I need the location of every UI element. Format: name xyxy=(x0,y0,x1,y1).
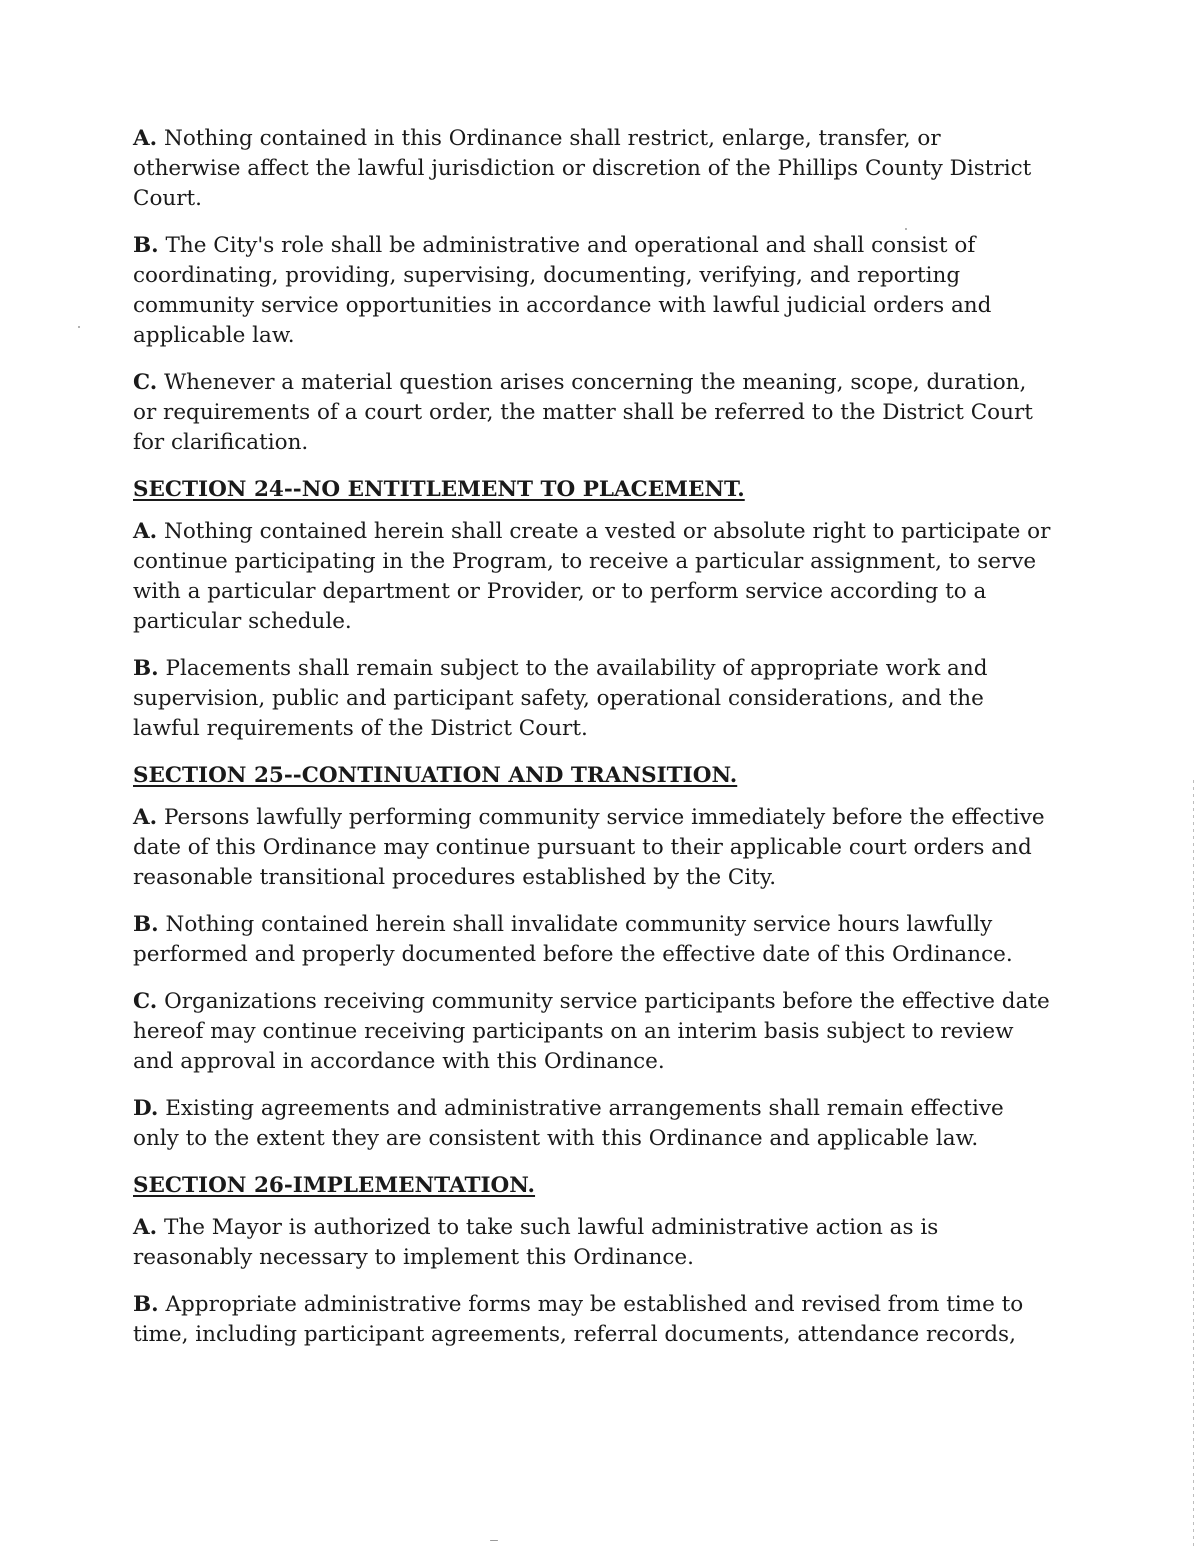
paragraph-text: Appropriate administrative forms may be established and revised from time to time, including participant agreements, referral documents, attendance records, xyxy=(133,1292,1024,1347)
paragraph-text: Whenever a material question arises concerning the meaning, scope, duration, or requirements of a court order, the matter shall be referred to the District Court for clarification. xyxy=(133,370,1033,455)
paragraph-c xyxy=(133,987,1053,1077)
paragraph-text: The City's role shall be administrative and operational and shall consist of coordinating, providing, supervising, documenting, verifying, and reporting community service opportunities in accordance with lawful judicial orders and applicable law. xyxy=(133,233,992,348)
paragraph-letter: A. xyxy=(133,126,158,151)
paragraph-b xyxy=(133,231,1053,351)
paragraph-letter: B. xyxy=(133,656,159,681)
scan-speck xyxy=(78,326,80,328)
section-continuation xyxy=(133,124,1053,458)
section-heading: SECTION 26-IMPLEMENTATION. xyxy=(133,1173,536,1198)
paragraph-text: Nothing contained in this Ordinance shall restrict, enlarge, transfer, or otherwise affect the lawful jurisdiction or discretion of the Phillips County District Court. xyxy=(133,126,1032,211)
paragraph-letter: B. xyxy=(133,912,159,937)
paragraph-b xyxy=(133,1290,1053,1350)
paragraph-text: Nothing contained herein shall create a vested or absolute right to participate or continue participating in the Program, to receive a particular assignment, to serve with a particular department or Provider, or to perform service according to a particular schedule. xyxy=(133,519,1051,634)
paragraph-a xyxy=(133,124,1053,214)
section-heading: SECTION 24--NO ENTITLEMENT TO PLACEMENT. xyxy=(133,477,745,502)
section-24 xyxy=(133,475,1053,744)
paragraph-letter: C. xyxy=(133,989,158,1014)
paragraph-letter: B. xyxy=(133,233,159,258)
paragraph-letter: A. xyxy=(133,519,158,544)
paragraph-letter: D. xyxy=(133,1096,159,1121)
paragraph-text: Persons lawfully performing community service immediately before the effective date of this Ordinance may continue pursuant to their applicable court orders and reasonable transitional procedures established by the City. xyxy=(133,805,1045,890)
scan-edge-shadow xyxy=(1193,780,1194,1550)
paragraph-text: Nothing contained herein shall invalidate community service hours lawfully performed and properly documented before the effective date of this Ordinance. xyxy=(133,912,1013,967)
section-26 xyxy=(133,1171,1053,1350)
paragraph-text: The Mayor is authorized to take such lawful administrative action as is reasonably necessary to implement this Ordinance. xyxy=(133,1215,939,1270)
paragraph-c xyxy=(133,368,1053,458)
paragraph-letter: A. xyxy=(133,805,158,830)
section-25 xyxy=(133,761,1053,1154)
section-heading: SECTION 25--CONTINUATION AND TRANSITION. xyxy=(133,763,738,788)
scan-speck xyxy=(490,1540,498,1541)
document-page xyxy=(133,124,1053,1367)
paragraph-letter: B. xyxy=(133,1292,159,1317)
paragraph-b xyxy=(133,654,1053,744)
paragraph-a xyxy=(133,803,1053,893)
paragraph-text: Organizations receiving community service participants before the effective date hereof may continue receiving participants on an interim basis subject to review and approval in accordance with this Ordinance. xyxy=(133,989,1050,1074)
paragraph-d xyxy=(133,1094,1053,1154)
paragraph-a xyxy=(133,517,1053,637)
paragraph-text: Placements shall remain subject to the availability of appropriate work and supervision, public and participant safety, operational considerations, and the lawful requirements of the District Court. xyxy=(133,656,988,741)
scan-speck xyxy=(905,228,907,230)
paragraph-letter: A. xyxy=(133,1215,158,1240)
paragraph-b xyxy=(133,910,1053,970)
paragraph-a xyxy=(133,1213,1053,1273)
paragraph-letter: C. xyxy=(133,370,158,395)
paragraph-text: Existing agreements and administrative arrangements shall remain effective only to the extent they are consistent with this Ordinance and applicable law. xyxy=(133,1096,1004,1151)
